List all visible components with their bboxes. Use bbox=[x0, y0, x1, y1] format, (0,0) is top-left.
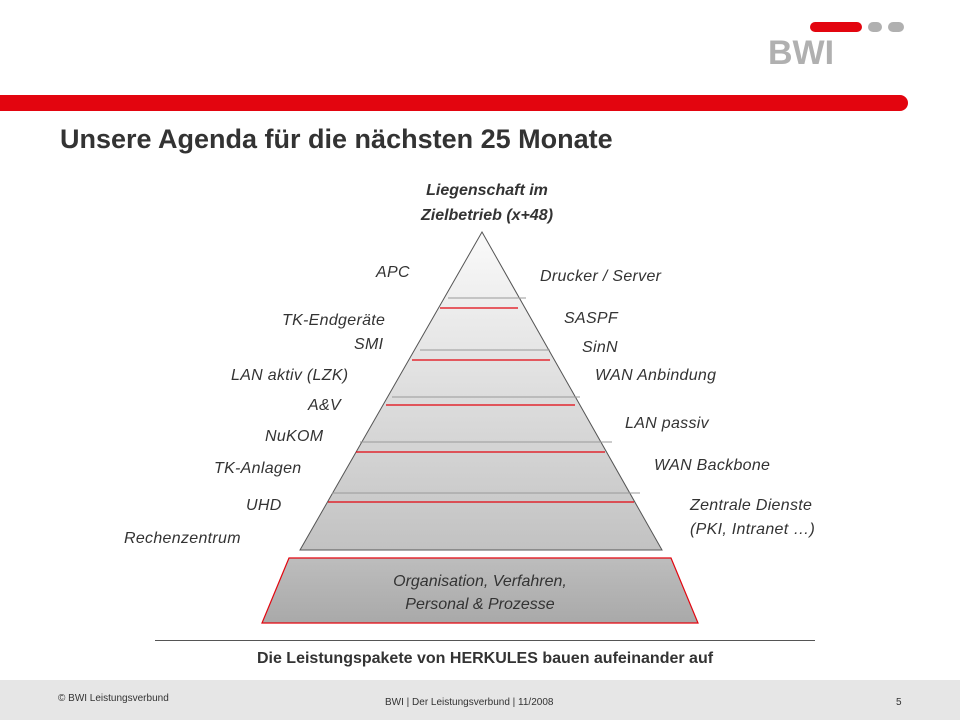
page-number: 5 bbox=[896, 697, 902, 708]
label-nukom: NuKOM bbox=[265, 428, 324, 445]
pyramid-base-label: Organisation, Verfahren, Personal & Prozesse bbox=[393, 573, 567, 613]
label-wan-anbindung: WAN Anbindung bbox=[595, 367, 717, 384]
label-saspf: SASPF bbox=[564, 310, 618, 327]
label-tk-endgeraete: TK-Endgeräte bbox=[282, 312, 386, 329]
label-lan-aktiv: LAN aktiv (LZK) bbox=[231, 367, 349, 384]
label-rechenzentrum: Rechenzentrum bbox=[124, 530, 241, 547]
label-lan-passiv: LAN passiv bbox=[625, 415, 709, 432]
logo-text: BWI bbox=[768, 34, 835, 70]
conclusion-text: Die Leistungspakete von HERKULES bauen aufeinander auf bbox=[256, 650, 714, 667]
footer-copyright: © BWI Leistungsverbund bbox=[58, 693, 169, 704]
label-zentrale-dienste: Zentrale Dienste (PKI, Intranet …) bbox=[690, 497, 816, 538]
label-wan-backbone: WAN Backbone bbox=[654, 457, 771, 474]
divider-line bbox=[155, 640, 815, 641]
footer-bar bbox=[0, 680, 960, 720]
label-apc: APC bbox=[376, 264, 410, 281]
label-drucker-server: Drucker / Server bbox=[540, 268, 662, 285]
footer-title: BWI | Der Leistungsverbund | 11/2008 bbox=[385, 697, 554, 708]
label-sinn: SinN bbox=[582, 339, 618, 356]
label-uhd: UHD bbox=[246, 497, 282, 514]
label-tk-anlagen: TK-Anlagen bbox=[214, 460, 302, 477]
label-a-und-v: A&V bbox=[308, 397, 341, 414]
label-smi: SMI bbox=[354, 336, 384, 353]
pyramid-apex-label: Liegenschaft im Zielbetrieb (x+48) bbox=[420, 182, 554, 224]
page-title: Unsere Agenda für die nächsten 25 Monate bbox=[60, 124, 613, 154]
